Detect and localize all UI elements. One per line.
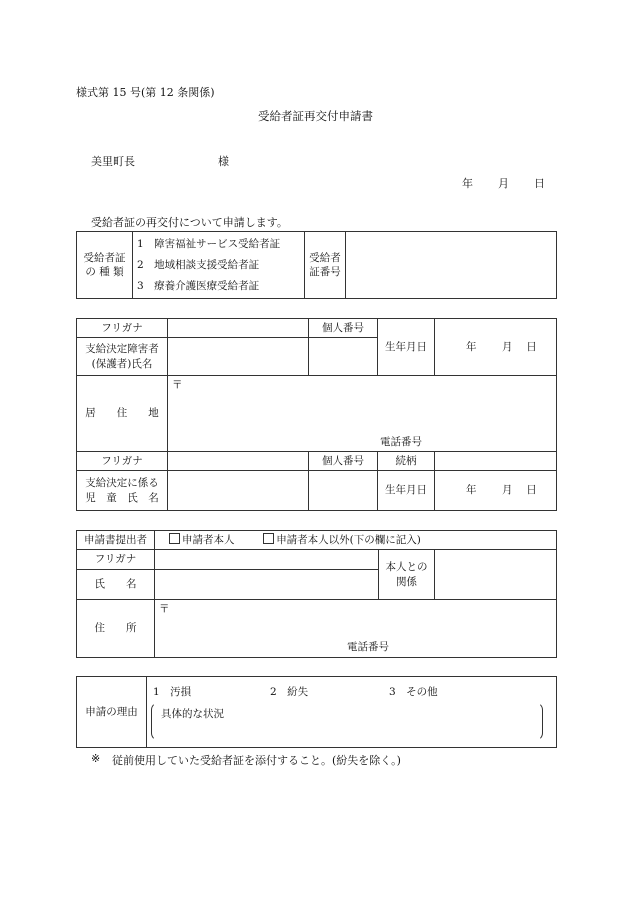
- intro-text: 受給者証の再交付について申請します。: [91, 216, 288, 229]
- cert-type-label: 受給者証 の 種 類: [77, 232, 133, 299]
- child-personal-number-field[interactable]: [309, 471, 378, 511]
- reason-detail-label: 具体的な状況: [161, 708, 224, 720]
- cert-type-option-2[interactable]: 2 地域相談支援受給者証: [137, 258, 260, 271]
- applicant-name-field[interactable]: [168, 338, 309, 376]
- reason-option-2[interactable]: 2 紛失: [270, 686, 309, 698]
- cert-type-option-1[interactable]: 1 障害福祉サービス受給者証: [137, 237, 281, 250]
- checkbox-icon[interactable]: [263, 533, 274, 544]
- reason-label: 申請の理由: [77, 677, 147, 748]
- submitter-phone-label: 電話番号: [347, 640, 389, 653]
- date-day-label: 日: [534, 177, 545, 190]
- cert-number-label: 受給者 証番号: [305, 232, 346, 299]
- submitter-table: [76, 530, 557, 658]
- submitter-self-option[interactable]: 申請者本人: [169, 534, 235, 546]
- submitter-other-option[interactable]: 申請者本人以外(下の欄に記入): [263, 534, 421, 546]
- reason-option-3[interactable]: 3 その他: [389, 686, 438, 698]
- applicant-table: [76, 318, 557, 511]
- submitter-furigana-field[interactable]: [155, 550, 379, 570]
- cert-type-table: [76, 231, 557, 299]
- applicant-birthdate-field[interactable]: 年 月 日: [435, 319, 557, 376]
- submitter-address-label: 住 所: [77, 600, 155, 658]
- addressee: 美里町長: [91, 155, 135, 168]
- footnote: 従前使用していた受給者証を添付すること。(紛失を除く。): [112, 754, 401, 767]
- applicant-furigana-field[interactable]: [168, 319, 309, 338]
- applicant-birthdate-label: 生年月日: [378, 319, 435, 376]
- reason-table: [76, 676, 557, 748]
- reason-field[interactable]: [147, 677, 557, 748]
- child-furigana-label: フリガナ: [77, 452, 168, 471]
- date-year-label: 年: [462, 177, 473, 190]
- applicant-name-label: 支給決定障害者 (保護者)氏名: [77, 338, 168, 376]
- date-month-label: 月: [498, 177, 509, 190]
- honorific: 様: [218, 155, 229, 168]
- form-number: 様式第 15 号(第 12 条関係): [76, 86, 215, 99]
- child-birthdate-field[interactable]: 年 月 日: [435, 471, 557, 511]
- submitter-address-field[interactable]: [155, 600, 557, 658]
- checkbox-icon[interactable]: [169, 533, 180, 544]
- footnote-mark: ※: [91, 752, 101, 765]
- form-title: 受給者証再交付申請書: [258, 109, 373, 123]
- submitter-name-label: 氏 名: [77, 570, 155, 600]
- child-furigana-field[interactable]: [168, 452, 309, 471]
- submitter-furigana-label: フリガナ: [77, 550, 155, 570]
- submitter-label: 申請書提出者: [77, 531, 155, 550]
- applicant-personal-number-field[interactable]: [309, 338, 378, 376]
- child-birthdate-label: 生年月日: [378, 471, 435, 511]
- child-personal-number-label: 個人番号: [309, 452, 378, 471]
- applicant-personal-number-label: 個人番号: [309, 319, 378, 338]
- cert-number-field[interactable]: [346, 232, 557, 299]
- submitter-relation-label: 本人との 関係: [379, 550, 435, 600]
- postal-mark-icon: 〒: [172, 379, 183, 391]
- submitter-options: [155, 531, 557, 550]
- applicant-address-label: 居 住 地: [77, 376, 168, 452]
- child-relation-label: 続柄: [378, 452, 435, 471]
- child-relation-field[interactable]: [435, 452, 557, 471]
- child-name-field[interactable]: [168, 471, 309, 511]
- applicant-furigana-label: フリガナ: [77, 319, 168, 338]
- reason-option-1[interactable]: 1 汚損: [153, 686, 192, 698]
- cert-type-options[interactable]: [133, 232, 305, 299]
- postal-mark-icon: 〒: [159, 603, 170, 615]
- applicant-address-field[interactable]: [168, 376, 557, 452]
- submitter-relation-field[interactable]: [435, 550, 557, 600]
- submitter-name-field[interactable]: [155, 570, 379, 600]
- child-name-label: 支給決定に係る 児 童 氏 名: [77, 471, 168, 511]
- applicant-phone-label: 電話番号: [380, 435, 422, 448]
- cert-type-option-3[interactable]: 3 療養介護医療受給者証: [137, 279, 260, 292]
